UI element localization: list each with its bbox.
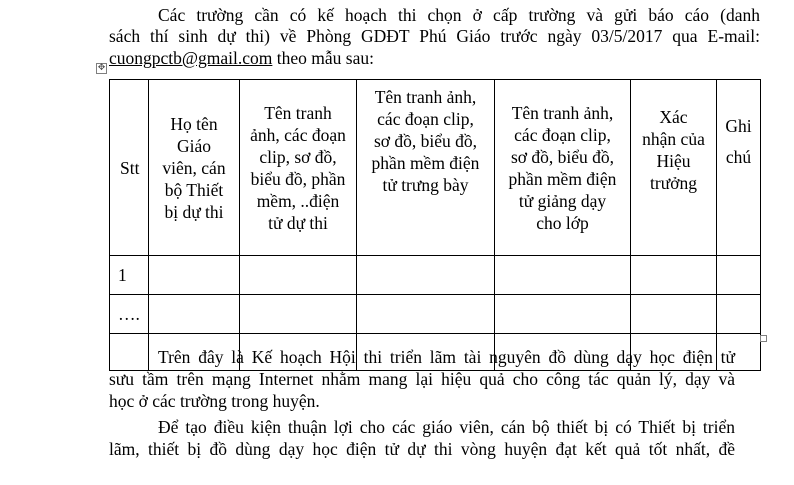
- table-cell[interactable]: [631, 256, 717, 295]
- table-cell[interactable]: [631, 295, 717, 334]
- table-cell[interactable]: [357, 295, 495, 334]
- paragraph-3-line-1: Để tạo điều kiện thuận lợi cho các giáo viên, cán bộ thiết bị có Thiết bị triển: [158, 417, 735, 437]
- table-row: [110, 256, 761, 295]
- email-link[interactable]: cuongpctb@gmail.com: [109, 48, 273, 68]
- table-row: [110, 295, 761, 334]
- table-move-handle-icon[interactable]: ✥: [97, 63, 106, 73]
- table-cell[interactable]: [149, 295, 240, 334]
- paragraph-1-line-1: Các trường cần có kế hoạch thi chọn ở cấp trường và gửi báo cáo (danh: [158, 5, 760, 25]
- table-cell[interactable]: [357, 256, 495, 295]
- table-cell[interactable]: [717, 256, 761, 295]
- table-cell[interactable]: [495, 295, 631, 334]
- paragraph-2-line-3: học ở các trường trong huyện.: [109, 391, 320, 411]
- table-cell[interactable]: [240, 295, 357, 334]
- table-resize-handle[interactable]: [760, 335, 767, 342]
- header-entries: Tên tranh ảnh, các đoạn clip, sơ đồ, biểu đồ, phần mềm, ..điện tử dự thi: [240, 80, 357, 256]
- header-teaching: Tên tranh ảnh, các đoạn clip, sơ đồ, biểu đồ, phần mềm điện tử giảng dạy cho lớp: [495, 80, 631, 256]
- table-cell[interactable]: [495, 256, 631, 295]
- header-notes: Ghi chú: [717, 80, 761, 256]
- table-cell[interactable]: [717, 295, 761, 334]
- paragraph-2-line-1: Trên đây là Kế hoạch Hội thi triển lãm tài nguyên đồ dùng dạy học điện tử: [158, 347, 735, 367]
- table-cell[interactable]: ….: [110, 295, 149, 334]
- paragraph-1-line-3: [109, 47, 374, 69]
- table-header-row: [110, 80, 761, 256]
- table-cell[interactable]: [110, 334, 149, 371]
- paragraph-3-line-2: lãm, thiết bị đồ dùng dạy học điện tử dự thi vòng huyện đạt kết quả tốt nhất, đề: [109, 439, 735, 459]
- header-teacher-name: Họ tên Giáo viên, cán bộ Thiết bị dự thi: [149, 80, 240, 256]
- paragraph-1-line-2: sách thí sinh dự thi) về Phòng GDĐT Phú Giáo trước ngày 03/5/2017 qua E-mail:: [109, 26, 760, 46]
- table-cell[interactable]: 1: [110, 256, 149, 295]
- table-cell[interactable]: [149, 256, 240, 295]
- table-cell[interactable]: [240, 256, 357, 295]
- header-principal-confirmation: Xác nhận của Hiệu trưởng: [631, 80, 717, 256]
- paragraph-2-line-2: sưu tầm trên mạng Internet nhằm mang lại hiệu quả cho công tác quản lý, dạy và: [109, 369, 735, 389]
- header-stt: Stt: [110, 80, 149, 256]
- registration-table: [109, 79, 761, 371]
- header-exhibition: Tên tranh ảnh, các đoạn clip, sơ đồ, biểu đồ, phần mềm điện tử trưng bày: [357, 80, 495, 256]
- email-suffix: theo mẫu sau:: [272, 48, 374, 68]
